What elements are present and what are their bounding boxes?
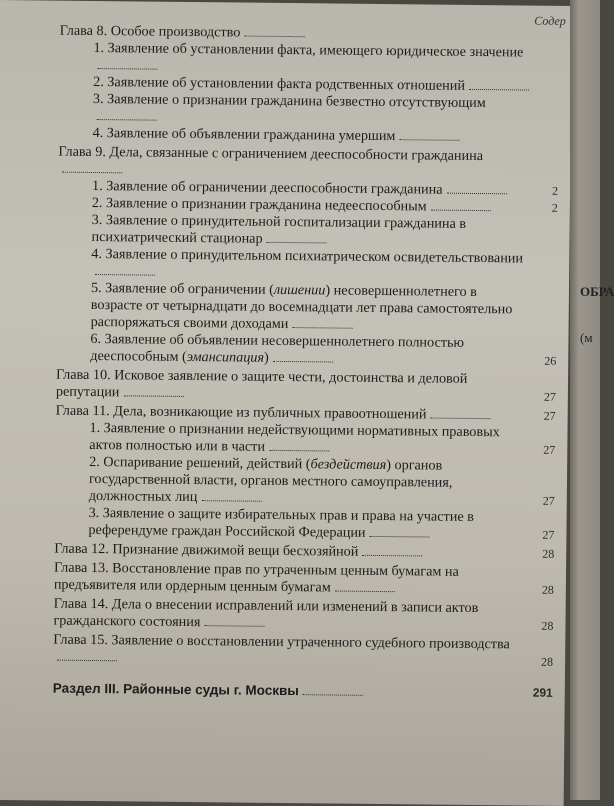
toc-entry-title (91, 280, 513, 332)
leader-dots (335, 591, 395, 593)
leader-dots (62, 172, 122, 174)
toc-entry-title: Глава 10. Исковое заявление о защите чести, достоинства и деловой репутации (55, 366, 468, 401)
toc-entry-title: 1. Заявление о признании недействующими нормативных правовых актов полностью или в части (89, 419, 500, 455)
toc-chapter (54, 560, 554, 599)
page-number: 27 (543, 408, 556, 423)
page-number: 2 (551, 200, 558, 215)
toc-entry-title: 1. Заявление об ограничении дееспособности гражданина (91, 177, 443, 198)
toc-item (57, 280, 558, 336)
toc-title-part: ) несовершеннолетнего в возрасте от четырнадцати до восемнадцати лет права самостоятельно распоряжаться своими доходами (90, 282, 513, 333)
page-number: 28 (542, 546, 555, 561)
toc-title-part: ) (263, 349, 269, 366)
toc-entry-title: Глава 14. Дела о внесении исправлений или изменений в записи актов гражданского состояния (53, 595, 479, 631)
leader-dots (362, 555, 422, 557)
leader-dots (431, 210, 491, 212)
toc-item (56, 331, 556, 370)
page-number: 28 (541, 654, 554, 669)
leader-dots (244, 36, 304, 38)
leader-dots (430, 418, 490, 420)
toc-entry-title: Глава 11. Дела, возникающие из публичных правоотношений (55, 402, 427, 423)
adjacent-page-edge (570, 0, 614, 800)
page-number: 27 (543, 442, 556, 457)
leader-dots (57, 660, 117, 662)
toc-title-part: 2. Оспаривание решений, действий ( (89, 453, 311, 473)
toc-item (59, 40, 559, 79)
toc-title-emphasis: эмансипация (186, 348, 265, 366)
page-number: 26 (544, 353, 557, 368)
adjacent-page-fragment: ОБРА (580, 284, 614, 299)
toc-entry-title: 2. Заявление о признании гражданина недееспособным (91, 194, 427, 215)
page-number: 27 (543, 389, 556, 404)
toc-entry-title: Раздел III. Районные суды г. Москвы (52, 680, 299, 699)
leader-dots (95, 274, 155, 276)
toc-entry-title: Глава 13. Восстановление прав по утраченным ценным бумагам на предъявителя или ордерным ценным бумагам (53, 559, 459, 596)
toc-section (53, 680, 553, 702)
page-number: 28 (541, 582, 554, 597)
toc-item (57, 246, 557, 285)
toc-chapter (56, 367, 556, 406)
leader-dots (273, 361, 333, 363)
toc-item (55, 454, 556, 510)
toc-entry-title: Глава 12. Признание движимой вещи бесхозяйной (54, 540, 359, 560)
toc-entry-title: Глава 9. Дела, связанные с ограничением дееспособности гражданина (58, 143, 484, 165)
leader-dots (97, 119, 157, 121)
leader-dots (370, 536, 430, 538)
toc-entry-title: 3. Заявление о принудительной госпитализации гражданина в психиатрический стационар (91, 211, 467, 247)
leader-dots (447, 193, 507, 195)
leader-dots (97, 68, 157, 70)
toc-item (54, 505, 554, 544)
table-of-contents (53, 21, 560, 702)
toc-entry-title: Глава 15. Заявление о восстановлении утраченного судебного производства (53, 631, 510, 653)
toc-title-part: 5. Заявление об ограничении ( (90, 279, 274, 298)
leader-dots (201, 500, 261, 502)
running-header: Содер (534, 13, 566, 28)
toc-chapter (53, 632, 553, 671)
leader-dots (303, 694, 363, 696)
toc-entry-title: 4. Заявление об объявлении гражданина умершим (92, 124, 396, 145)
toc-title-part: 6. Заявление об объявлении несовершеннолетнего полностью дееспособным ( (90, 330, 465, 365)
toc-chapter (58, 144, 558, 183)
toc-chapter (53, 596, 553, 635)
leader-dots (469, 89, 529, 91)
page-number: 28 (541, 618, 554, 633)
adjacent-page-fragment: (м (580, 330, 593, 345)
leader-dots (399, 139, 459, 141)
leader-dots (204, 625, 264, 627)
page-number: 2 (551, 183, 559, 198)
toc-entry-title: 4. Заявление о принудительном психиатрическом освидетельствовании (91, 245, 524, 267)
page-number: 27 (542, 493, 555, 508)
leader-dots (292, 327, 352, 329)
leader-dots (123, 395, 183, 397)
toc-item (55, 420, 555, 459)
toc-title-emphasis: бездействия (310, 456, 387, 474)
toc-title-emphasis: лишении (273, 281, 326, 299)
toc-item (57, 212, 557, 251)
page-number: 27 (542, 527, 555, 542)
leader-dots (267, 242, 327, 244)
toc-entry-title: 3. Заявление о защите избирательных прав и права на участие в референдуме граждан Российской Федерации (88, 504, 474, 541)
toc-title-part: ) органов государственной власти, органов местного самоуправления, должностных лиц (88, 457, 453, 506)
leader-dots (269, 450, 329, 452)
page-number: 291 (532, 685, 553, 700)
toc-entry-title (89, 454, 453, 505)
toc-entry-title: 2. Заявление об установлении факта родственных отношений (93, 73, 466, 94)
toc-entry-title: Глава 8. Особое производство (59, 22, 241, 41)
toc-entry-title: 1. Заявление об установлении факта, имеющего юридическое значение (93, 39, 524, 61)
toc-item (59, 91, 559, 130)
toc-entry-title: 3. Заявление о признании гражданина безвестно отсутствующим (92, 90, 486, 112)
